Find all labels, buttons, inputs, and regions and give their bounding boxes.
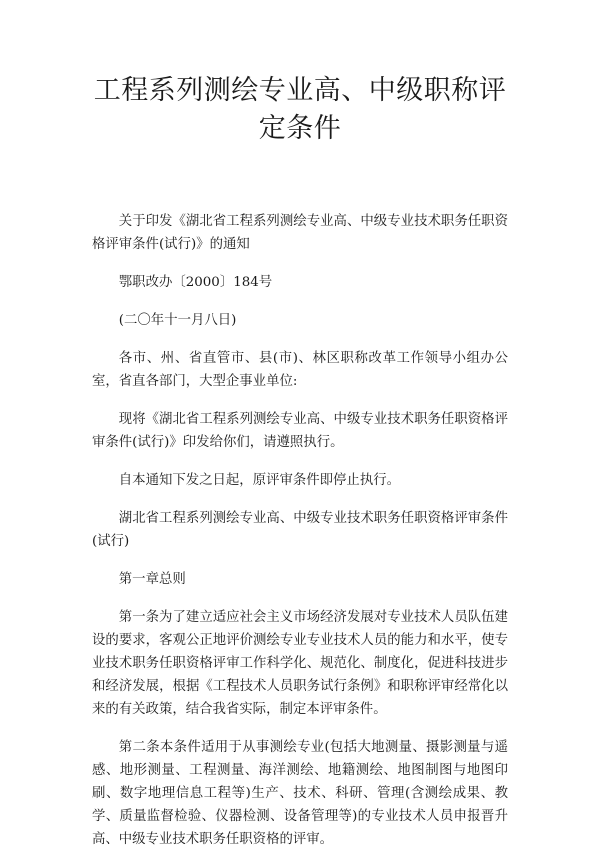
article-two-paragraph: 第二条本条件适用于从事测绘专业(包括大地测量、摄影测量与遥感、地形测量、工程测量、海洋测绘、地籍测绘、地图制图与地图印刷、数字地理信息工程等)生产、技术、科研、管理(含测绘成果、教学、质量监督检验、仪器检测、设备管理等)的专业技术人员申报晋升高、中级专业技术职务任职资格的评审。 [92,740,508,847]
conditions-title-paragraph: 湖北省工程系列测绘专业高、中级专业技术职务任职资格评审条件(试行) [92,511,508,549]
document-number-paragraph: 鄂职改办〔2000〕184号 [118,275,273,290]
document-title: 工程系列测绘专业高、中级职称评定条件 [93,75,507,144]
article-one-paragraph: 第一条为了建立适应社会主义市场经济发展对专业技术人员队伍建设的要求，客观公正地评价测绘专业专业技术人员的能力和水平，使专业技术职务任职资格评审工作科学化、规范化、制度化，促进科技进步和经济发展，根据《工程技术人员职务试行条例》和职称评审经常化以来的有关政策，结合我省实际，制定本评审条件。 [92,610,508,717]
date-paragraph: (二〇年十一月八日) [118,313,237,328]
chapter-heading-paragraph: 第一章总则 [118,572,186,587]
effective-paragraph: 自本通知下发之日起，原评审条件即停止执行。 [118,473,400,488]
issuance-paragraph: 现将《湖北省工程系列测绘专业高、中级专业技术职务任职资格评审条件(试行)》印发给你们，请遵照执行。 [92,412,508,450]
notice-title-paragraph: 关于印发《湖北省工程系列测绘专业高、中级专业技术职务任职资格评审条件(试行)》的通知 [92,214,508,252]
recipients-paragraph: 各市、州、省直管市、县(市)、林区职称改革工作领导小组办公室，省直各部门，大型企事业单位: [92,351,508,389]
